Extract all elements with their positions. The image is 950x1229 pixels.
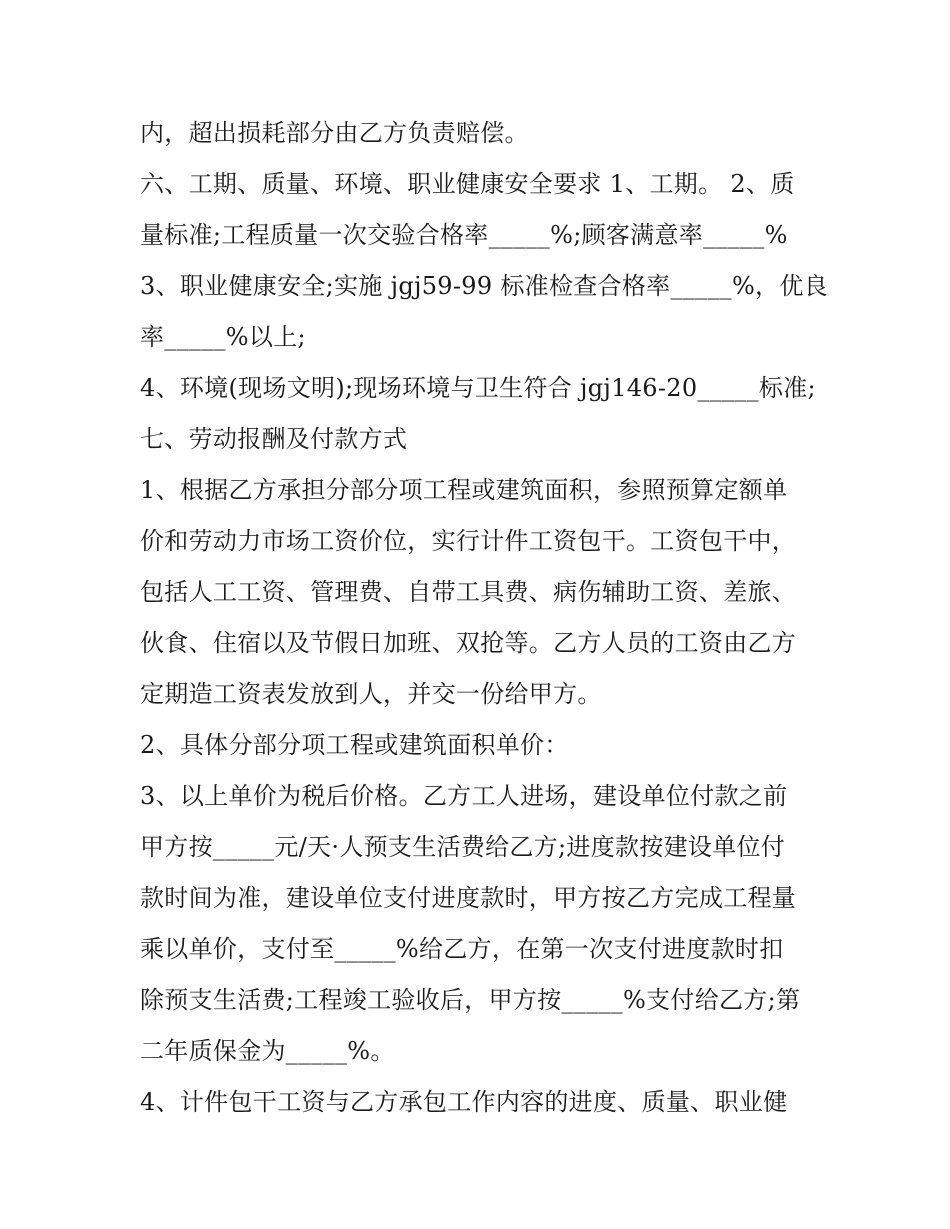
text-line: 内，超出损耗部分由乙方负责赔偿。 [140, 119, 529, 147]
text-line: 4、环境(现场文明);现场环境与卫生符合 jgj146-20_____标准; [140, 374, 816, 402]
text-line: 伙食、住宿以及节假日加班、双抢等。乙方人员的工资由乙方 [140, 629, 797, 657]
text-line: 款时间为准，建设单位支付进度款时，甲方按乙方完成工程量 [140, 884, 797, 912]
text-line: 乘以单价，支付至_____%给乙方，在第一次支付进度款时扣 [140, 935, 784, 963]
text-line: 率_____%以上; [140, 323, 306, 351]
text-line: 六、工期、质量、环境、职业健康安全要求 1、工期。 2、质 [140, 170, 795, 198]
text-line: 1、根据乙方承担分部分项工程或建筑面积，参照预算定额单 [140, 476, 788, 504]
text-line: 3、职业健康安全;实施 jgj59-99 标准检查合格率_____%，优良 [140, 272, 828, 300]
text-line: 定期造工资表发放到人，并交一份给甲方。 [140, 680, 602, 708]
text-line: 二年质保金为_____%。 [140, 1037, 395, 1065]
text-line: 甲方按_____元/天·人预支生活费给乙方;进度款按建设单位付 [140, 833, 786, 861]
document-body [140, 108, 828, 1128]
text-line: 3、以上单价为税后价格。乙方工人进场，建设单位付款之前 [140, 782, 788, 810]
text-line: 4、计件包干工资与乙方承包工作内容的进度、质量、职业健 [140, 1088, 788, 1116]
text-line: 除预支生活费;工程竣工验收后，甲方按_____%支付给乙方;第 [140, 986, 801, 1014]
text-line: 包括人工工资、管理费、自带工具费、病伤辅助工资、差旅、 [140, 578, 797, 606]
text-line: 2、具体分部分项工程或建筑面积单价： [140, 731, 569, 759]
text-line: 量标准;工程质量一次交验合格率_____%;顾客满意率_____% [140, 221, 788, 249]
text-line: 价和劳动力市场工资价位，实行计件工资包干。工资包干中， [140, 527, 797, 555]
section-heading: 七、劳动报酬及付款方式 [140, 425, 408, 453]
